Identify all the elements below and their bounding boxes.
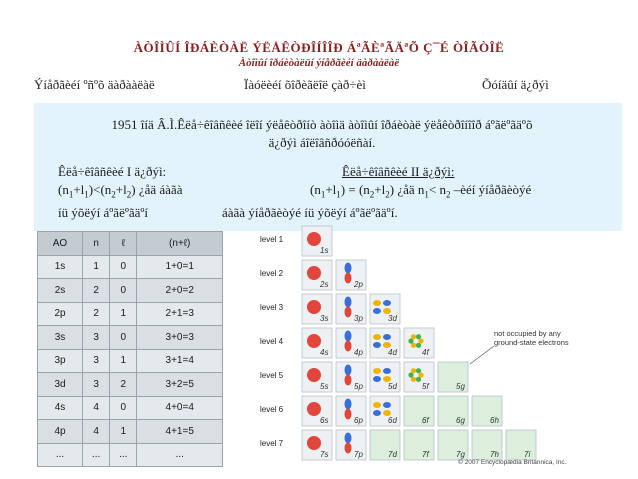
copyright: © 2007 Encyclopædia Britannica, Inc.: [458, 459, 567, 466]
note-pointer: [470, 346, 494, 364]
orbital-label: 4d: [388, 348, 397, 357]
orbital-label: 7p: [354, 450, 363, 459]
rule-1-formula: $(n_1+l_1)<(n_2+l_2)$ ¿åä áàãà: [58, 182, 183, 200]
f-orbital-lobe: [416, 368, 421, 373]
slide-title: ÀÒÎÌÛÍ ÎÐÁÈÒÀË ÝËÅÊÒÐÎÍÎÎÐ ÁªÃÈªÃÄªÕ Ç¯É ÒÎÃÒÎË: [133, 40, 505, 55]
nav-item-hund[interactable]: Õóíäûí ä¿ðýì: [482, 77, 549, 92]
orbital-table: [37, 231, 223, 467]
table-cell: 0: [110, 255, 137, 279]
orbital-cell: [404, 430, 434, 460]
table-cell: 2: [83, 279, 110, 303]
table-cell: 3: [83, 349, 110, 373]
orbital-label: 7g: [456, 450, 465, 459]
p-orbital-lobe: [345, 433, 352, 444]
level-label: level 7: [260, 439, 284, 448]
orbital-cell: [506, 430, 536, 460]
table-row: [38, 396, 223, 420]
diagram-note: not occupied by any ground-state electrons: [494, 329, 569, 347]
table-cell: ...: [137, 443, 223, 467]
table-cell: 4: [83, 420, 110, 444]
d-orbital-lobe: [373, 300, 381, 306]
f-orbital-lobe: [408, 338, 413, 343]
table-cell: 3p: [38, 349, 83, 373]
d-orbital-lobe: [373, 342, 381, 348]
rule-1: [58, 163, 182, 222]
table-cell: 4p: [38, 420, 83, 444]
rule-2: [222, 163, 620, 222]
rule-1-line-2: íü ýõëýí áºãëºãäºí: [58, 204, 149, 220]
table-cell: 2+0=2: [137, 279, 223, 303]
f-orbital-lobe: [416, 343, 421, 348]
table-cell: 3+1=4: [137, 349, 223, 373]
table-cell: 0: [110, 396, 137, 420]
table-header: (n+ℓ): [137, 232, 223, 256]
table-cell: 1: [110, 349, 137, 373]
d-orbital-lobe: [373, 376, 381, 382]
orbital-label: 4f: [422, 348, 429, 357]
table-cell: 1+0=1: [137, 255, 223, 279]
orbital-label: 6h: [490, 416, 499, 425]
d-orbital-lobe: [383, 368, 391, 374]
orbital-label: 6f: [422, 416, 429, 425]
rule-2-line-2: áàãà ýíåðãèòýé íü ýõëýí áºãëºãäºí.: [222, 204, 398, 220]
p-orbital-lobe: [345, 341, 352, 352]
level-label: level 1: [260, 235, 284, 244]
s-orbital-shape: [307, 368, 321, 382]
table-cell: 4: [83, 396, 110, 420]
p-orbital-lobe: [345, 297, 352, 308]
table-row: [38, 443, 223, 467]
table-row: [38, 255, 223, 279]
p-orbital-lobe: [345, 409, 352, 420]
orbital-label: 6d: [388, 416, 397, 425]
p-orbital-lobe: [345, 399, 352, 410]
p-orbital-lobe: [345, 365, 352, 376]
table-row: [38, 349, 223, 373]
s-orbital-shape: [307, 300, 321, 314]
table-header: AO: [38, 232, 83, 256]
d-orbital-lobe: [373, 334, 381, 340]
table-cell: 3+0=3: [137, 326, 223, 350]
orbital-label: 4s: [320, 348, 329, 357]
level-label: level 5: [260, 371, 284, 380]
table-row: [38, 373, 223, 397]
orbital-label: 3s: [320, 314, 329, 323]
f-orbital-lobe: [418, 338, 423, 343]
orbital-label: 5g: [456, 382, 465, 391]
table-cell: 1: [83, 255, 110, 279]
orbital-cell: [404, 396, 434, 426]
s-orbital-shape: [307, 266, 321, 280]
table-cell: 2: [110, 373, 137, 397]
orbital-label: 6p: [354, 416, 363, 425]
d-orbital-lobe: [373, 410, 381, 416]
f-orbital-lobe: [408, 372, 413, 377]
orbital-label: 7h: [490, 450, 499, 459]
table-cell: 1s: [38, 255, 83, 279]
orbital-energy-diagram: [258, 224, 613, 468]
table-cell: 3: [83, 373, 110, 397]
table-header-row: [38, 232, 223, 256]
s-orbital-shape: [307, 232, 321, 246]
f-orbital-lobe: [411, 368, 416, 373]
orbital-label: 6g: [456, 416, 465, 425]
table-cell: 1: [110, 420, 137, 444]
orbital-label: 1s: [320, 246, 329, 255]
d-orbital-lobe: [383, 334, 391, 340]
p-orbital-lobe: [345, 331, 352, 342]
table-cell: 3d: [38, 373, 83, 397]
d-orbital-lobe: [373, 402, 381, 408]
orbital-label: 7s: [320, 450, 329, 459]
table-cell: 0: [110, 326, 137, 350]
p-orbital-lobe: [345, 273, 352, 284]
orbital-label: 4p: [354, 348, 363, 357]
rule-2-formula: $(n_1+l_1) = (n_2+l_2)$ ¿åä $n_1< n_2$ –èéí ýíåðãèòýé: [310, 182, 532, 200]
table-header: ℓ: [110, 232, 137, 256]
table-cell: 2: [83, 302, 110, 326]
nav-item-pauli[interactable]: Ïàóëèéí õîðèãëîë çàð÷èì: [244, 77, 366, 92]
table-cell: 2s: [38, 279, 83, 303]
rule-1-title: Êëå÷êîâñêèé I ä¿ðýì:: [58, 164, 167, 179]
level-label: level 4: [260, 337, 284, 346]
table-cell: 2p: [38, 302, 83, 326]
d-orbital-lobe: [373, 308, 381, 314]
table-cell: ...: [38, 443, 83, 467]
orbital-label: 5p: [354, 382, 363, 391]
f-orbital-lobe: [416, 334, 421, 339]
d-orbital-lobe: [373, 368, 381, 374]
topic-nav: [34, 77, 604, 95]
table-cell: ...: [110, 443, 137, 467]
f-orbital-lobe: [418, 372, 423, 377]
s-orbital-shape: [307, 402, 321, 416]
p-orbital-lobe: [345, 375, 352, 386]
table-cell: 3+2=5: [137, 373, 223, 397]
table-cell: 4+0=4: [137, 396, 223, 420]
nav-item-energy-order[interactable]: Ýíåðãèéí ºñºõ äàðààëàë: [34, 77, 155, 92]
table-row: [38, 302, 223, 326]
orbital-label: 3p: [354, 314, 363, 323]
p-orbital-lobe: [345, 307, 352, 318]
table-cell: 1: [110, 302, 137, 326]
table-cell: 0: [110, 279, 137, 303]
f-orbital-lobe: [411, 343, 416, 348]
p-orbital-lobe: [345, 263, 352, 274]
orbital-label: 7f: [422, 450, 429, 459]
s-orbital-shape: [307, 334, 321, 348]
table-cell: ...: [83, 443, 110, 467]
level-label: level 2: [260, 269, 284, 278]
table-cell: 3: [83, 326, 110, 350]
level-label: level 6: [260, 405, 284, 414]
f-orbital-lobe: [411, 377, 416, 382]
intro-line-1: 1951 îíä Â.Ì.Êëå÷êîâñêèé îëîí ýëåêòðîíò àòîìä àòîìûí îðáèòàë ýëåêòðîíîîð áºãëºãäºõ: [111, 117, 533, 132]
orbital-label: 7i: [524, 450, 531, 459]
orbital-label: 3d: [388, 314, 397, 323]
d-orbital-lobe: [383, 300, 391, 306]
table-row: [38, 420, 223, 444]
f-orbital-lobe: [411, 334, 416, 339]
orbital-label: 2p: [354, 280, 363, 289]
d-orbital-lobe: [383, 402, 391, 408]
orbital-label: 6s: [320, 416, 329, 425]
table-cell: 3s: [38, 326, 83, 350]
orbital-label: 2s: [320, 280, 329, 289]
f-orbital-lobe: [416, 377, 421, 382]
p-orbital-lobe: [345, 443, 352, 454]
table-row: [38, 279, 223, 303]
orbital-label: 7d: [388, 450, 397, 459]
table-header: n: [83, 232, 110, 256]
table-cell: 2+1=3: [137, 302, 223, 326]
orbital-label: 5s: [320, 382, 329, 391]
s-orbital-shape: [307, 436, 321, 450]
table-row: [38, 326, 223, 350]
orbital-label: 5d: [388, 382, 397, 391]
intro-paragraph: [42, 116, 602, 152]
level-label: level 3: [260, 303, 284, 312]
rule-2-title: Êëå÷êîâñêèé II ä¿ðýì:: [342, 164, 455, 179]
intro-line-2: ä¿ðýì áîëîâñðóóëñàí.: [268, 135, 376, 150]
orbital-label: 5f: [422, 382, 429, 391]
slide-subtitle: Àòîìûí îðáèòàëüí ýíåðãèéí äàðààëàë: [238, 57, 400, 69]
table-cell: 4s: [38, 396, 83, 420]
table-cell: 4+1=5: [137, 420, 223, 444]
